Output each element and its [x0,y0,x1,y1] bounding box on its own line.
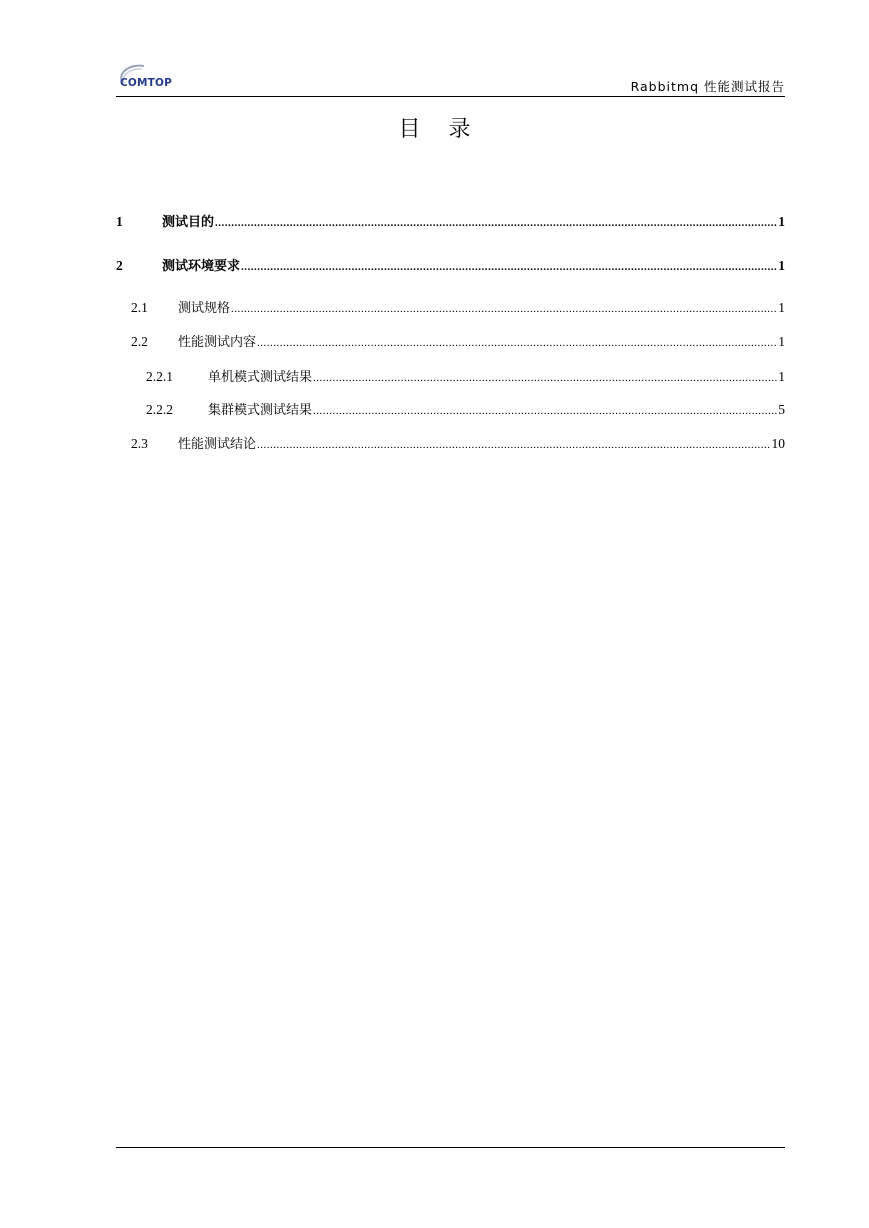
toc-leader-dots [241,261,777,273]
toc-entry-page: 1 [778,369,785,384]
toc-entry[interactable] [131,331,785,351]
toc-entry-label: 单机模式测试结果 [208,370,313,385]
toc-entry-number: 2.1 [131,300,148,315]
footer-rule [116,1147,785,1148]
toc-entry-page: 1 [778,334,785,349]
logo-text: COMTOP [120,77,173,89]
toc-leader-dots [257,337,777,349]
toc-entry[interactable] [146,399,785,419]
page-header [116,58,785,97]
toc-entry-number: 2.2.2 [146,402,173,417]
toc-entry[interactable] [116,255,785,275]
company-logo [116,60,180,92]
toc-entry-number: 2.2 [131,334,148,349]
toc-entry[interactable] [116,211,785,231]
toc-entry[interactable] [131,433,785,453]
toc-entry[interactable] [131,297,785,317]
toc-entry[interactable] [146,366,785,386]
document-title: Rabbitmq 性能测试报告 [630,79,785,94]
toc-entry-page: 1 [778,300,785,315]
toc-entry-label: 集群模式测试结果 [208,403,313,418]
toc-leader-dots [231,303,777,315]
toc-entry-page: 5 [778,402,785,417]
toc-heading: 目 录 [398,117,471,142]
toc-leader-dots [313,372,777,384]
toc-entry-label: 性能测试结论 [178,437,257,452]
toc-entry-number: 2.3 [131,436,148,451]
toc-entry-label: 测试环境要求 [162,259,241,274]
toc-entry-page: 1 [778,214,785,229]
toc-entry-page: 1 [778,258,785,273]
toc-entry-page: 10 [771,436,785,451]
toc-entry-number: 2 [116,258,123,273]
toc-leader-dots [257,439,770,451]
toc-entry-number: 2.2.1 [146,369,173,384]
toc-entry-number: 1 [116,214,123,229]
toc-leader-dots [313,405,777,417]
toc-entry-label: 测试目的 [162,215,215,230]
toc-leader-dots [215,217,777,229]
toc-entry-label: 性能测试内容 [178,335,257,350]
toc-entry-label: 测试规格 [178,301,231,316]
